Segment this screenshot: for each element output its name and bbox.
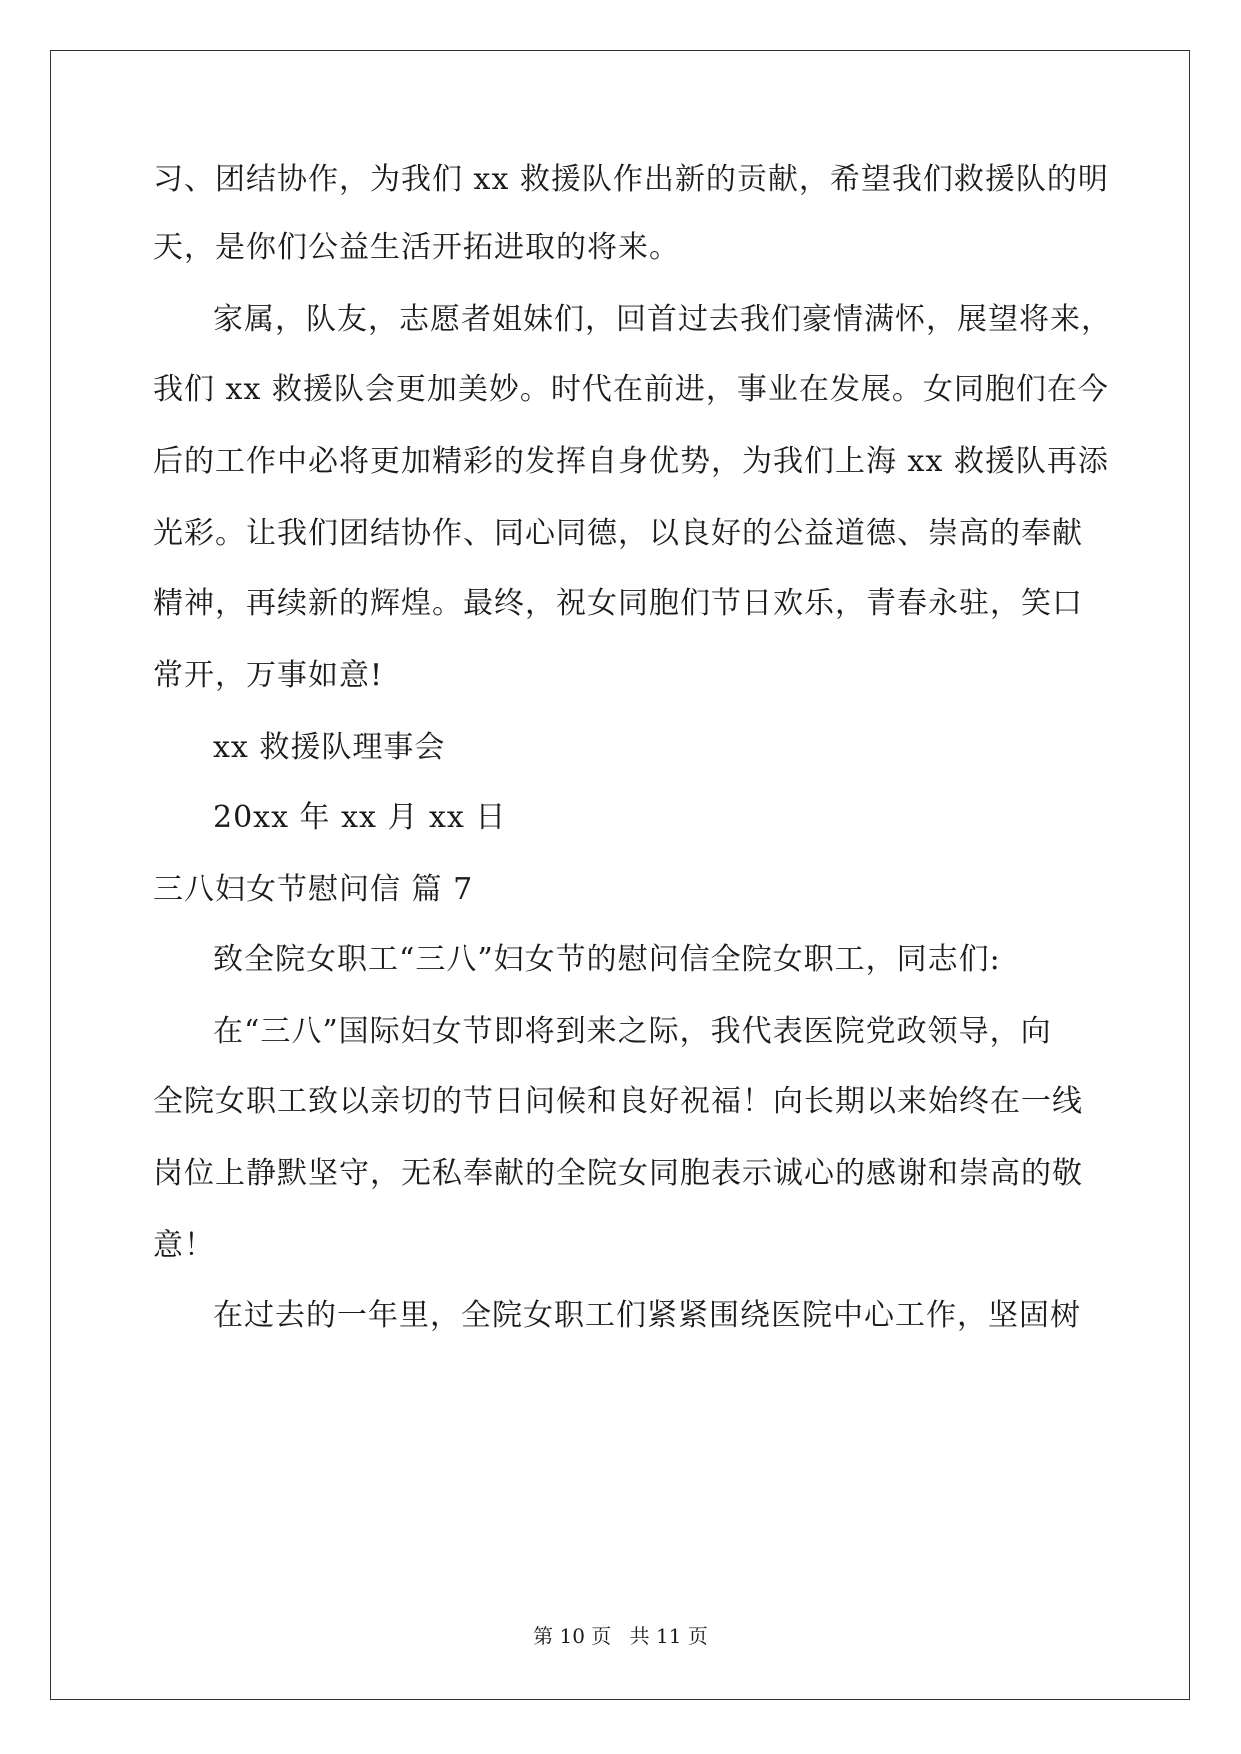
text-line: 光彩。让我们团结协作、同心同德，以良好的公益道德、崇高的奉献 bbox=[153, 516, 1083, 551]
text-line: 全院女职工致以亲切的节日问候和良好祝福！向长期以来始终在一线 bbox=[153, 1084, 1083, 1119]
text-line: 家属，队友，志愿者姐妹们，回首过去我们豪情满怀，展望将来， bbox=[213, 302, 1112, 337]
signature-date: 20xx 年 xx 月 xx 日 bbox=[213, 800, 507, 835]
text-line: 在“三八”国际妇女节即将到来之际，我代表医院党政领导，向 bbox=[213, 1014, 1052, 1049]
page-number: 第 10 页 bbox=[533, 1624, 612, 1648]
section-heading: 三八妇女节慰问信 篇 7 bbox=[153, 872, 474, 907]
text-line: 我们 xx 救援队会更加美妙。时代在前进，事业在发展。女同胞们在今 bbox=[153, 372, 1109, 407]
text-line: 习、团结协作，为我们 xx 救援队作出新的贡献，希望我们救援队的明 bbox=[153, 162, 1109, 197]
text-line: 天，是你们公益生活开拓进取的将来。 bbox=[153, 230, 680, 265]
page-footer bbox=[0, 1620, 1241, 1649]
text-line: 后的工作中必将更加精彩的发挥自身优势，为我们上海 xx 救援队再添 bbox=[153, 444, 1109, 479]
text-line: 岗位上静默坚守，无私奉献的全院女同胞表示诚心的感谢和崇高的敬 bbox=[153, 1156, 1083, 1191]
text-line: 意！ bbox=[153, 1228, 215, 1263]
text-line: 常开，万事如意! bbox=[153, 658, 384, 693]
text-line: 在过去的一年里，全院女职工们紧紧围绕医院中心工作，坚固树 bbox=[213, 1298, 1081, 1333]
text-line: 致全院女职工“三八”妇女节的慰问信全院女职工，同志们: bbox=[213, 942, 1001, 977]
signature-org: xx 救援队理事会 bbox=[213, 730, 446, 765]
text-line: 精神，再续新的辉煌。最终，祝女同胞们节日欢乐，青春永驻，笑口 bbox=[153, 586, 1083, 621]
page-total: 共 11 页 bbox=[629, 1624, 708, 1648]
